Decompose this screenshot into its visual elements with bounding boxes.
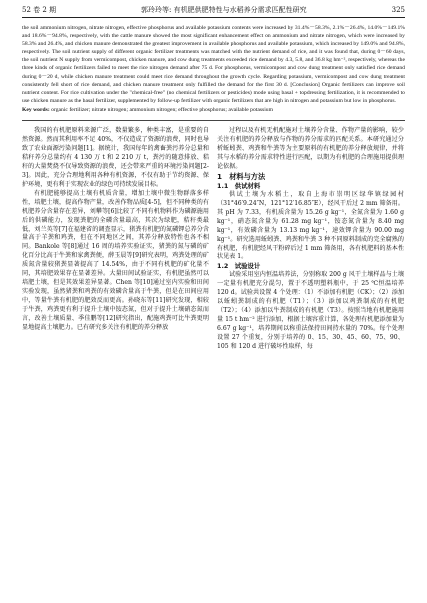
divider [22,120,405,121]
page-number: 325 [391,6,405,14]
keywords-list: organic fertilizer; nitrate nitrogen; ammonium nitrogen; effective phosphorus; available potassium [51,106,273,113]
design-paragraph: 试验采用室内恒温培养法，分别称取 200 g 风干土壤样品与土壤一定量有机肥充分混匀，置于不透明塑料瓶中，于 25 ℃恒温培养 120 d。试验共设置 4 个处理：（1）不添加有机肥（CK）；（2）添加以蚯蚓粪制成的有机肥（T1）；（3）添加以鸡粪制成的有机肥（T2）；（4）添加以牛粪制成的有机肥（T3）。按照当地有机肥施用量 15 t hm⁻² 进行添加，根据土壤容重计算，各处理有机肥添加量为 6.67 g kg⁻¹，培养期间以称重法保持田间持水量的 70%。每个处理设置 27 个重复，分别于培养的 0、15、30、45、60、75、90、105 和 120 d 进行破坏性取样，每 [217,271,404,351]
keywords [22,106,405,114]
running-header [22,6,405,18]
intro-paragraph-3: 过程以及有机无机配施对土壤养分含量、作物产量的影响，较少关注有机肥的养分释放与作物的养分需求的匹配关系。本研究通过分析蚯蚓粪、鸡粪和牛粪等为主要原料的有机肥的养分释放规律，并将其与水稻的养分需求特性进行匹配，以期为有机肥的合理施用提供理论依据。 [217,127,404,170]
subsection-heading-materials: 1.1 供试材料 [217,181,261,190]
abstract-text: the soil ammonium nitrogen, nitrate nitrogen, effective phosphorus and available potassium contents were increased by 31.4%－58.3%, 2.1%－26.4%, 14.0%－149.1% and 18.6%－94.8%, respectively, with the cattle manure showed the most significant enhancement effect on ammonium and nitrate nitrogen, which were increased by 58.3% and 26.4%, and chicken manure demonstrated the greatest improvement in available phosphorus and available potassium, which increased by 149.0% and 94.8%, respectively. The soil nutrient supply of different organic fertilizer treatments was matched with the nutrient demand of rice, and it was found that, during 0－60 days, the soil nutrient N supply from vermicompost, chicken manure, and cow dung treatments exceeded rice demand by 4.3, 5.8, and 36.8 kg hm⁻², respectively, whereas the three kinds of organic fertilizers failed to meet the rice nitrogen demand after 75 d. For phosphorus, vermicompost and cow dung treatment only satisfied rice demand during 0－20 d, while chicken manure treatment could meet rice demand throughout the growth cycle. Regarding potassium, vermicompost and cow dung treatment consistently fell short of rice demand, and chicken manure treatment only fulfilled the demand for the first 30 d. [Conclusion] Organic fertilizers can improve soil nutrient content. For rice cultivation under the "chemical-free" (no chemical fertilizers or pesticides) mode using basal + topdressing fertilization, it is recommended to use chicken manure as the basal fertilizer, supplemented by follow-up fertilizer with organic fertilizers that are high in nitrogen and potassium but low in phosphorus. [22,25,405,104]
subsection-heading-design: 1.2 试验设计 [217,262,261,271]
intro-paragraph-1: 我国的有机肥原料来源广泛，数量繁多，种类丰富，是重要的自然资源。然而其利用率不足 40%，不仅造成了资源的浪费，同时也导致了农业面源污染问题[1]。据统计，我国每年的禽畜粪污养分总量和秸秆养分总量约有 4 130 万 t 和 2 210 万 t，粪污的随意排放、秸秆的大量焚烧不仅导致资源的浪费，还会带来严重的环境污染问题[2-3]。因此，充分合理地利用各种有机资源，不仅有助于节约资源、保护环境，更有利于实现农业的绿色可持续发展目标。 [22,127,209,188]
left-column [22,127,209,352]
materials-paragraph: 供试土壤为水稻土，取自上海市崇明区绿华镇绿园村（31°46′9.24″N，121°12′16.85″E），经风干后过 2 mm 筛备用。其 pH 为 7.33，有机质含量为 15.26 g kg⁻¹，全氮含量为 1.60 g kg⁻¹，硝态氮含量为 61.28 mg kg⁻¹，铵态氮含量为 8.40 mg kg⁻¹，有效磷含量为 13.13 mg kg⁻¹，速效钾含量为 90.00 mg kg⁻¹。研究选用蚯蚓粪、鸡粪和牛粪 3 种不同原料制成的完全腐熟的有机肥，有机肥经风干粉碎后过 1 mm 筛备用，各有机肥料的基本性状见表 1。 [217,190,404,261]
running-title: 郭玲玲等: 有机肥供肥特性与水稻养分需求匹配性研究 [141,6,307,14]
right-column [217,127,404,352]
body-columns [22,127,405,352]
intro-paragraph-2: 有机肥能够提高土壤有机质含量，增加土壤中微生物群落多样性，培肥土壤，提高作物产量，改善作物品质[4-5]，但不同种类的有机肥养分含量存在差异，刘攀等[6]比较了不同有机物料作为磷源施用后的供磷能力，发现粪肥的全磷含量最高，其次为绿肥，秸秆类最低，刘兰英等[7]在福建省的调查显示，猪粪有机肥的氮磷钾总养分含量高于羊粪和鸡粪，但在不同地区之间，其养分释放特性也各不相同。Bankole 等[8]通过 16 周的培养实验证实，猪粪的氮与磷的矿化百分比高于牛粪和家禽粪便，薛玉晨等[9]研究表明，鸡粪处理的矿质氮含量较猪粪显著提高了 14.54%，由于不同有机肥的矿化量不同，其培肥效果存在显著差异。大量田间试验证实，有机肥虽然可以培肥土壤，但是其效果差异显著。Chen 等[10]通过室内实验和田间实验发现，虽然猪粪和鸡粪的有效磷含量高于牛粪，但是在田间应用中，等量牛粪有机肥的肥效反而更高。孙晓东等[11]研究发现，相较于牛粪，鸡粪更有利于提升土壤中铵态氮，但对于提升土壤硝态氮而言，改善土壤质量、季佳鹏等[12]研究指出，配施鸡粪可比牛粪更明显地提高土壤肥力。已有研究多关注有机肥的养分释放 [22,189,209,331]
english-abstract [22,24,405,114]
keywords-label: Key words: [22,106,50,113]
section-heading-materials-methods: 1 材料与方法 [217,171,266,181]
volume-issue: 52 卷 2 期 [22,6,57,14]
